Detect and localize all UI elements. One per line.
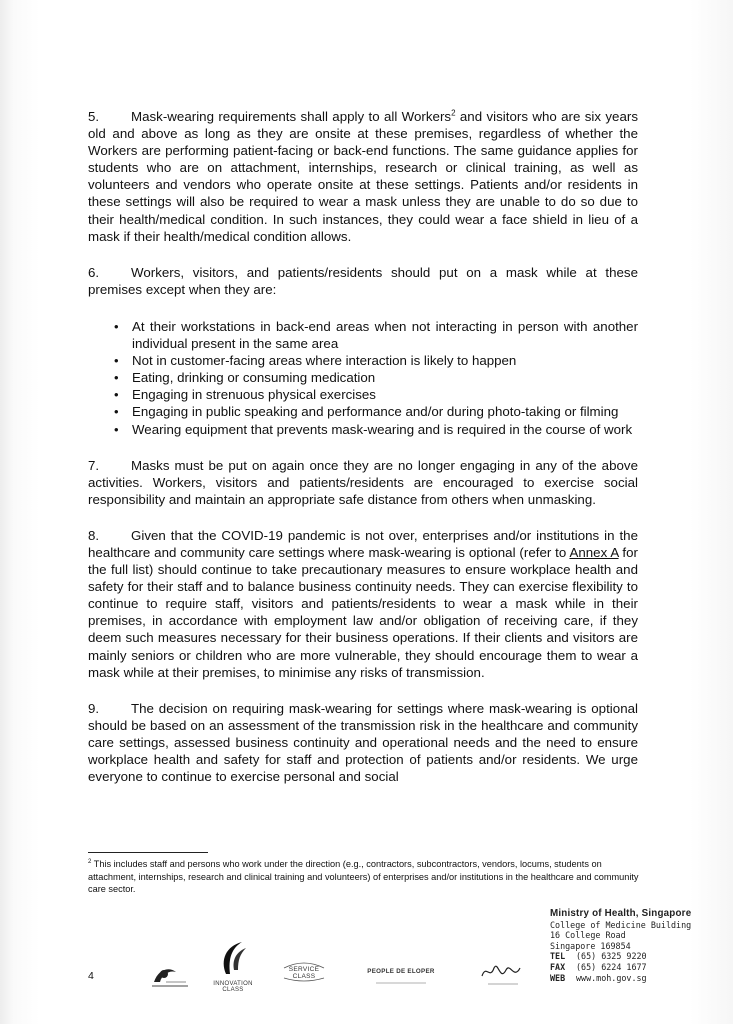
list-item: • Wearing equipment that prevents mask-wearing and is required in the course of work [114, 421, 633, 437]
list-item: • Eating, drinking or consuming medication [114, 370, 376, 386]
health-script-icon [478, 956, 526, 988]
innovation-class-label: INNOVATION CLASS [213, 981, 253, 993]
service-class-label: SERVICE CLASS [288, 966, 320, 980]
tel-value: (65) 6325 9220 [576, 951, 647, 962]
web-label: WEB [550, 972, 566, 983]
bullet-icon: • [114, 404, 119, 420]
people-developer-icon [356, 978, 446, 988]
exception-list [88, 318, 638, 438]
paragraph-number: 6. [88, 264, 100, 280]
list-item: • Engaging in public speaking and performance and/or during photo-taking or filming [114, 404, 619, 420]
paragraph-text: Mask-wearing requirements shall apply to all Workers [131, 109, 452, 124]
innovation-class-icon [208, 940, 258, 976]
body-content [88, 108, 638, 804]
footnote-marker: 2 [88, 858, 92, 865]
people-developer-label: PEOPLE DE ELOPER [367, 968, 435, 975]
paragraph-text: Masks must be put on again once they are no longer engaging in any of the above activities. Workers, visitors and patients/residents are encouraged to exercise social responsibility and maintain an appropriate safe distance from others when unmasking. [88, 457, 638, 507]
paragraph-8 [88, 527, 638, 681]
paragraph-text: The decision on requiring mask-wearing for settings where mask-wearing is optional should be based on an assessment of the transmission risk in the healthcare and community care settings, assessed business continuity and operational needs and the need to ensure workplace health and safety for staff and protection of patients and/or residents. We urge everyone to continue to exercise personal and social [88, 700, 638, 785]
page-number: 4 [88, 970, 94, 982]
paragraph-text: Given that the COVID-19 pandemic is not over, enterprises and/or institutions in the healthcare and community care settings where mask-wearing is optional (refer to [88, 527, 638, 560]
bullet-icon: • [114, 421, 119, 437]
web-value[interactable]: www.moh.gov.sg [576, 972, 647, 983]
paragraph-number: 8. [88, 527, 100, 543]
bullet-icon: • [114, 387, 119, 403]
list-item: • At their workstations in back-end areas when not interacting in person with another individual present in the same area [114, 318, 638, 352]
paragraph-number: 9. [88, 700, 100, 716]
footnote-ref: 2 [451, 108, 456, 118]
paragraph-number: 7. [88, 457, 100, 473]
award-logos [148, 940, 528, 1000]
footnote [88, 858, 640, 896]
health-logo [478, 956, 526, 993]
paragraph-6 [88, 264, 638, 298]
bullet-icon: • [114, 353, 119, 369]
quality-class-logo [148, 960, 192, 995]
annex-a-link[interactable]: Annex A [569, 544, 619, 560]
bullet-icon: • [114, 318, 119, 334]
paragraph-5 [88, 108, 638, 245]
address-line: 16 College Road [550, 930, 626, 941]
org-name: Ministry of Health, Singapore [550, 908, 692, 919]
innovation-class-logo [208, 940, 258, 993]
tel-line [550, 951, 730, 962]
list-item: • Not in customer-facing areas where interaction is likely to happen [114, 353, 517, 369]
paragraph-number: 5. [88, 109, 100, 124]
paragraph-text: Workers, visitors, and patients/residents should put on a mask while at these premises except when they are: [88, 264, 638, 297]
list-item: • Engaging in strenuous physical exercises [114, 387, 376, 403]
fax-value: (65) 6224 1677 [576, 961, 647, 972]
people-developer-logo [356, 968, 446, 993]
fax-line [550, 962, 730, 973]
address-line: Singapore 169854 [550, 940, 631, 951]
paragraph-9 [88, 700, 638, 785]
paragraph-7 [88, 457, 638, 508]
paragraph-text: for the full list) should continue to take precautionary measures to ensure workplace health and safety for their staff and to balance business continuity needs. They can exercise flexibility to continue to require staff, visitors and patients/residents to wear a mask while in their premises, in accordance with employment law and/or obligation of receiving care, if they deem such measures necessary for their business operations. If their clients and visitors are mainly seniors or children who are more vulnerable, they should encourage them to wear a mask while at their premises, to minimise any risks of transmission. [88, 544, 638, 680]
tel-label: TEL [550, 951, 566, 962]
footnote-text: This includes staff and persons who work under the direction (e.g., contractors, subcontractors, vendors, locums, students on attachment, internships, research and clinical training and volunteers) of enterprises and/or institutions in the healthcare and community care sector. [88, 859, 639, 895]
bullet-icon: • [114, 370, 119, 386]
paragraph-text: and visitors who are six years old and above as long as they are onsite at these premises, regardless of whether the Workers are performing patient-facing or back-end functions. The same guidance applies for students who are on attachment, internships, research or clinical training, as well as volunteers and vendors who operate onsite at these settings. Patients and/or residents in these settings will also be required to wear a mask unless they are unable to do so due to their health/medical condition. In such instances, they could wear a face shield in lieu of a mask if their health/medical condition allows. [88, 109, 639, 244]
footnote-divider [88, 852, 208, 853]
moh-address-block [550, 909, 730, 983]
fax-label: FAX [550, 961, 566, 972]
web-line [550, 973, 730, 984]
address-line: College of Medicine Building [550, 919, 692, 930]
service-class-logo [280, 958, 328, 989]
quality-class-icon [148, 960, 192, 990]
